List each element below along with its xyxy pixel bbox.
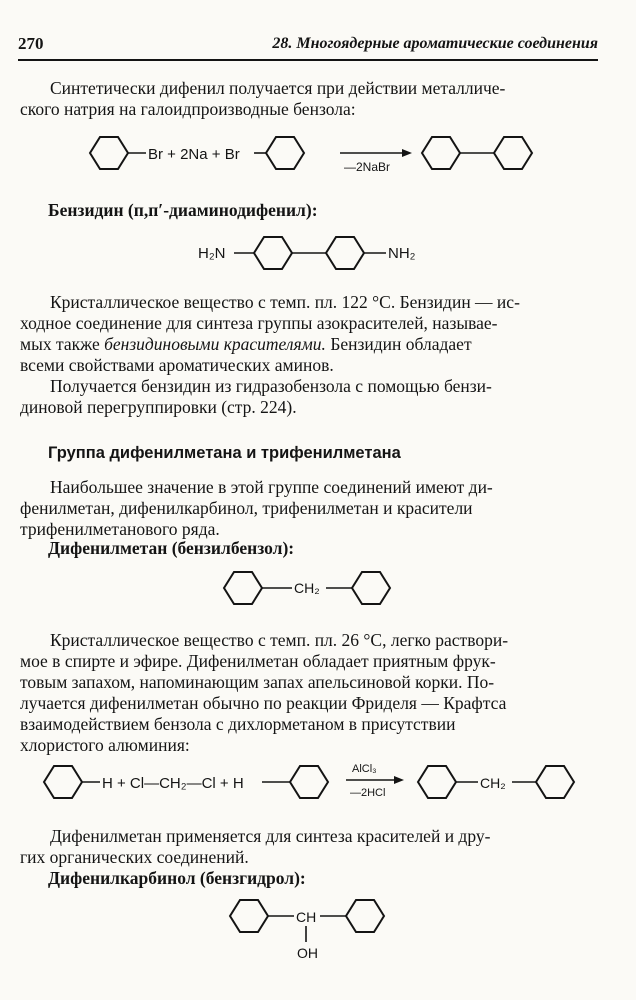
dpm-line-5: взаимодействием бензола с дихлорметаном в присутствии xyxy=(20,714,456,734)
page-number: 270 xyxy=(18,34,44,53)
dpm-ring-1 xyxy=(224,572,262,604)
reaction-2-reagents: H + Cl—CH₂—Cl + H xyxy=(102,775,244,792)
arrow-head xyxy=(402,149,412,157)
fc-product-ring-2 xyxy=(536,766,574,798)
fc-benzene-ring-2 xyxy=(290,766,328,798)
section-heading: Группа дифенилметана и трифенилметана xyxy=(48,444,401,462)
diphenylmethane-structure xyxy=(0,563,636,613)
section-paragraph xyxy=(20,477,594,540)
benzidine-paragraph-2 xyxy=(20,376,594,418)
benzidine-line-3 xyxy=(20,334,594,355)
product-bridge: CH₂ xyxy=(480,775,506,791)
header-rule xyxy=(18,59,598,61)
reaction-2-friedel-crafts xyxy=(0,758,636,818)
benzidine-ring-2 xyxy=(326,237,364,269)
dpm-line-3: товым запахом, напоминающим запах апельсиновой корки. По- xyxy=(20,672,495,692)
benzene-ring-2 xyxy=(266,137,304,169)
carbinol-bridge: CH xyxy=(296,909,317,925)
biphenyl-ring-2 xyxy=(494,137,532,169)
reaction-1-biphenyl-synthesis xyxy=(0,125,636,185)
benzene-ring-1 xyxy=(90,137,128,169)
dpm-line-6: хлористого алюминия: xyxy=(20,735,190,755)
diphenylmethane-heading: Дифенилметан (бензилбензол): xyxy=(48,538,295,558)
section-line-1: Наибольшее значение в этой группе соединений имеют ди- xyxy=(50,477,493,497)
reaction-1-byproduct: —2NaBr xyxy=(344,160,391,174)
catalyst-label: AlCl₃ xyxy=(352,763,377,775)
intro-paragraph xyxy=(20,78,594,120)
biphenyl-ring-1 xyxy=(422,137,460,169)
benzidine-ring-1 xyxy=(254,237,292,269)
fc-product-ring-1 xyxy=(418,766,456,798)
benzidine-p2-line-2: диновой перегруппировки (стр. 224). xyxy=(20,397,297,417)
fc-benzene-ring-1 xyxy=(44,766,82,798)
methylene-bridge: CH₂ xyxy=(294,580,320,596)
benzidine-heading: Бензидин (п,п′-диаминодифенил): xyxy=(48,200,318,220)
intro-line-1: Синтетически дифенил получается при действии металличе- xyxy=(50,78,506,98)
benzidine-structure xyxy=(0,228,636,278)
benzidine-p2-line-1: Получается бензидин из гидразобензола с помощью бензи- xyxy=(50,376,492,396)
closing-paragraph xyxy=(20,826,594,868)
running-title: 28. Многоядерные ароматические соединения xyxy=(272,35,598,52)
carbinol-ring-1 xyxy=(230,900,268,932)
diphenylcarbinol-heading: Дифенилкарбинол (бензгидрол): xyxy=(48,868,306,888)
dpm-line-2: мое в спирте и эфире. Дифенилметан обладает приятным фрук- xyxy=(20,651,496,671)
closing-line-2: гих органических соединений. xyxy=(20,847,249,867)
hydroxyl-group: OH xyxy=(297,945,318,961)
reaction-1-reagents: Br + 2Na + Br xyxy=(148,146,240,163)
benzidine-line-2: ходное соединение для синтеза группы азокрасителей, называе- xyxy=(20,313,498,333)
section-line-3: трифенилметанового ряда. xyxy=(20,519,220,539)
text-span: Бензидин обладает xyxy=(330,334,472,354)
benzidine-paragraph-1 xyxy=(20,292,594,376)
arrow-head xyxy=(394,776,404,784)
closing-line-1: Дифенилметан применяется для синтеза красителей и дру- xyxy=(50,826,491,846)
diphenylmethane-paragraph xyxy=(20,630,594,756)
dpm-ring-2 xyxy=(352,572,390,604)
benzidine-line-4: всеми свойствами ароматических аминов. xyxy=(20,355,334,375)
section-line-2: фенилметан, дифенилкарбинол, трифенилметан и красители xyxy=(20,498,473,518)
amino-group-right: NH₂ xyxy=(388,245,416,262)
dpm-line-4: лучается дифенилметан обычно по реакции Фриделя — Крафтса xyxy=(20,693,507,713)
dpm-line-1: Кристаллическое вещество с темп. пл. 26 °С, легко раствори- xyxy=(50,630,509,650)
text-span: мых также xyxy=(20,334,100,354)
reaction-2-byproduct: —2HCl xyxy=(350,787,386,799)
carbinol-ring-2 xyxy=(346,900,384,932)
italic-term: бензидиновыми красителями. xyxy=(104,334,326,354)
intro-line-2: ского натрия на галоидпроизводные бензола: xyxy=(20,99,356,119)
diphenylcarbinol-structure xyxy=(0,896,636,976)
benzidine-line-1: Кристаллическое вещество с темп. пл. 122 °С. Бензидин — ис- xyxy=(50,292,520,312)
amino-group-left: H₂N xyxy=(198,245,226,262)
